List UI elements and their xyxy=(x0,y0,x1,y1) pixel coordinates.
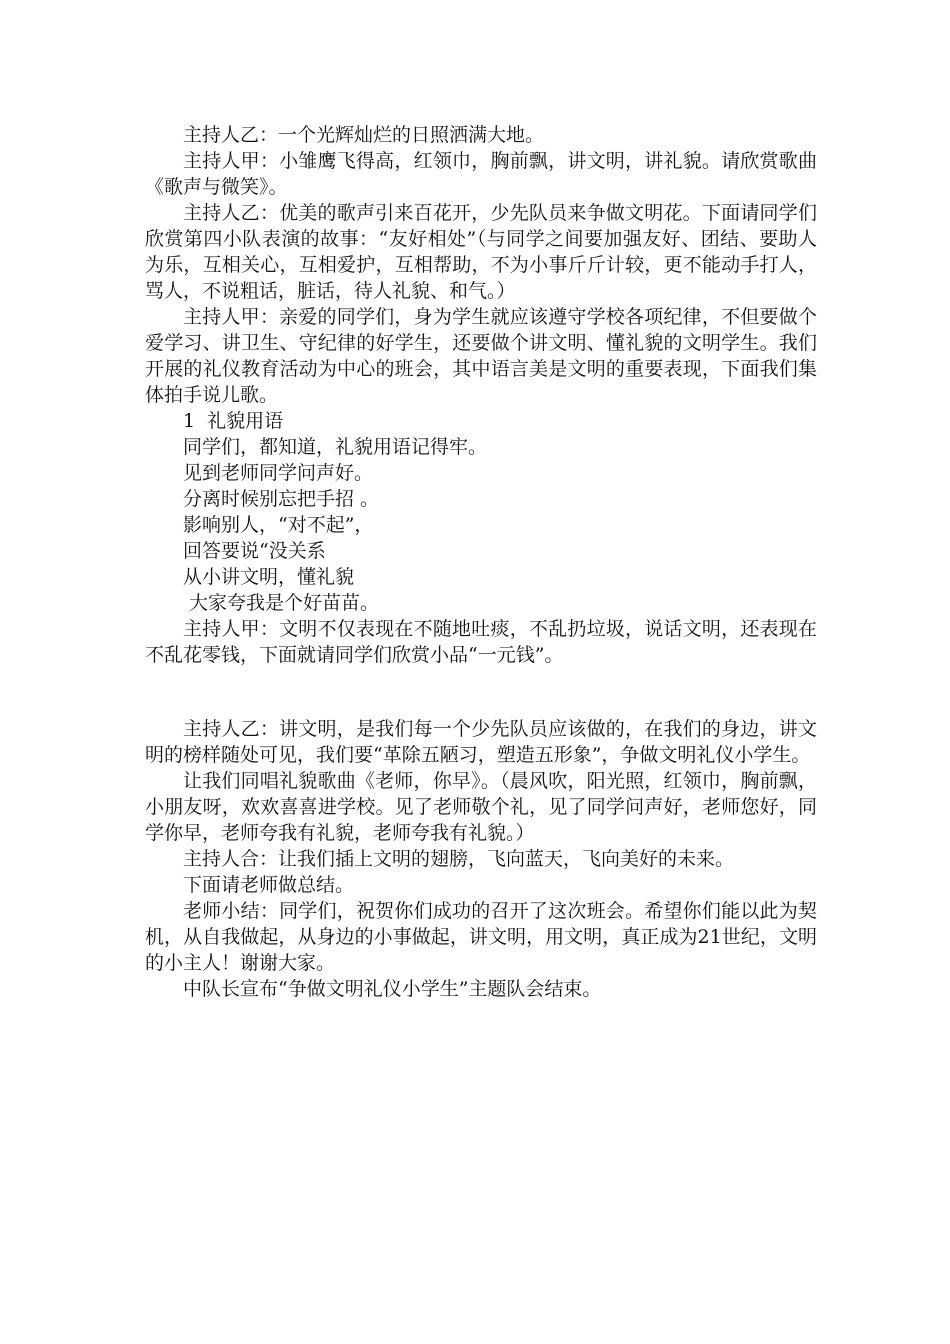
rhyme-line: 大家夸我是个好苗苗。 xyxy=(183,592,380,614)
paragraph-host-b-sunshine: 主持人乙：一个光辉灿烂的日照洒满大地。 xyxy=(183,124,545,146)
rhyme-line: 影响别人，“对不起”， xyxy=(183,514,374,536)
paragraph-host-b-story: 主持人乙：优美的歌声引来百花开，少先队员来争做文明花。下面请同学们欣赏第四小队表演的故事：“友好相处”（与同学之间要加强友好、团结、要助人为乐，互相关心，互相爱护，互相帮助，不为小事斤斤计较，更不能动手打人，骂人，不说粗话，脏话，待人礼貌、和气。） xyxy=(145,202,817,302)
paragraph-teacher-summary: 老师小结：同学们，祝贺你们成功的召开了这次班会。希望你们能以此为契机，从自我做起，从身边的小事做起，讲文明，用文明，真正成为21世纪，文明的小主人！谢谢大家。 xyxy=(145,900,817,974)
section-1 xyxy=(145,122,817,668)
paragraph-song-good-morning-teacher: 让我们同唱礼貌歌曲《老师，你早》。（晨风吹，阳光照，红领巾，胸前飘，小朋友呀，欢欢喜喜进学校。见了老师敬个礼，见了同学问声好，老师您好，同学你早，老师夸我有礼貌，老师夸我有礼貌。） xyxy=(145,770,817,844)
rhyme-line: 回答要说“没关系 xyxy=(183,540,326,562)
rhyme-line: 同学们，都知道，礼貌用语记得牢。 xyxy=(183,436,488,458)
paragraph-meeting-close: 中队长宣布“争做文明礼仪小学生”主题队会结束。 xyxy=(183,978,602,1000)
paragraph-host-a-rhyme-intro: 主持人甲：亲爱的同学们，身为学生就应该遵守学校各项纪律，不但要做个爱学习、讲卫生、守纪律的好学生，还要做个讲文明、懂礼貌的文明学生。我们开展的礼仪教育活动为中心的班会，其中语言美是文明的重要表现，下面我们集体拍手说儿歌。 xyxy=(145,306,817,406)
paragraph-host-a-skit: 主持人甲：文明不仅表现在不随地吐痰，不乱扔垃圾，说话文明，还表现在不乱花零钱，下面就请同学们欣赏小品“一元钱”。 xyxy=(145,618,817,666)
paragraph-host-a-song: 主持人甲：小雏鹰飞得高，红领巾，胸前飘，讲文明，讲礼貌。请欣赏歌曲《歌声与微笑》。 xyxy=(145,150,817,198)
rhyme-line: 分离时候别忘把手招 。 xyxy=(183,488,380,510)
rhyme-line: 见到老师同学问声好。 xyxy=(183,462,374,484)
rhyme-line: 从小讲文明，懂礼貌 xyxy=(183,566,355,588)
paragraph-teacher-summary-intro: 下面请老师做总结。 xyxy=(183,874,355,896)
paragraph-hosts-together: 主持人合：让我们插上文明的翅膀，飞向蓝天，飞向美好的未来。 xyxy=(183,848,735,870)
paragraph-host-b-civility: 主持人乙：讲文明，是我们每一个少先队员应该做的，在我们的身边，讲文明的榜样随处可见，我们要“革除五陋习，塑造五形象”，争做文明礼仪小学生。 xyxy=(145,718,817,766)
rhyme-heading: 1 礼貌用语 xyxy=(183,410,284,432)
section-2 xyxy=(145,716,817,1002)
